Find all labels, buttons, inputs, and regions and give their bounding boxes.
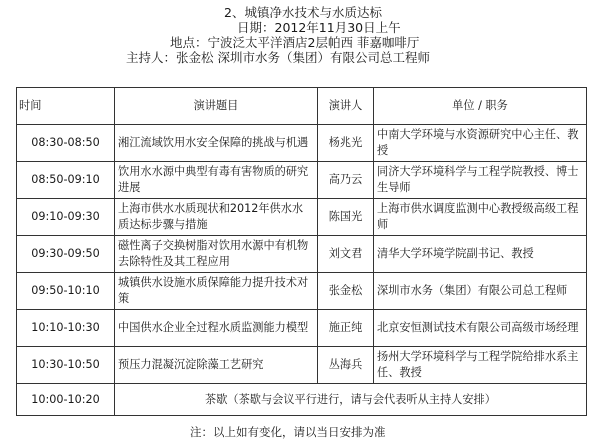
row-speaker: 陈国光 (318, 199, 374, 236)
row-topic: 中国供水企业全过程水质监测能力模型 (115, 310, 318, 347)
column-header-time: 时间 (17, 88, 115, 125)
session-date: 日期：2012年11月30日上午 (237, 20, 401, 35)
table-row (17, 125, 587, 162)
row-affiliation: 上海市供水调度监测中心教授级高级工程师 (374, 199, 587, 236)
row-topic: 磁性离子交换树脂对饮用水源中有机物去除特性及其工程应用 (115, 236, 318, 273)
row-topic: 饮用水水源中典型有毒有害物质的研究进展 (115, 162, 318, 199)
row-speaker: 张金松 (318, 273, 374, 310)
row-time: 09:10-09:30 (17, 199, 115, 236)
row-topic: 湘江流域饮用水安全保障的挑战与机遇 (115, 125, 318, 162)
table-row (17, 199, 587, 236)
row-affiliation: 北京安恒测试技术有限公司高级市场经理 (374, 310, 587, 347)
column-header-speaker: 演讲人 (318, 88, 374, 125)
row-speaker: 刘文君 (318, 236, 374, 273)
row-topic: 预压力混凝沉淀除藻工艺研究 (115, 347, 318, 384)
schedule-table (16, 87, 587, 416)
row-topic: 上海市供水水质现状和2012年供水水质达标步骤与措施 (115, 199, 318, 236)
row-speaker: 杨兆光 (318, 125, 374, 162)
column-header-affiliation: 单位 / 职务 (374, 88, 587, 125)
row-speaker: 高乃云 (318, 162, 374, 199)
row-affiliation: 同济大学环境科学与工程学院教授、博士生导师 (374, 162, 587, 199)
column-header-topic: 演讲题目 (115, 88, 318, 125)
row-affiliation: 深圳市水务（集团）有限公司总工程师 (374, 273, 587, 310)
table-row (17, 162, 587, 199)
table-row (17, 236, 587, 273)
table-header-row (17, 88, 587, 125)
session-host: 主持人：张金松 深圳市水务（集团）有限公司总工程师 (126, 50, 430, 65)
row-topic: 城镇供水设施水质保障能力提升技术对策 (115, 273, 318, 310)
session-venue: 地点：宁波泛太平洋酒店2层帕西 菲嘉咖啡厅 (170, 35, 420, 50)
tea-break-time: 10:00-10:20 (17, 384, 115, 416)
tea-break-row (17, 384, 587, 416)
row-speaker: 施正纯 (318, 310, 374, 347)
table-row (17, 310, 587, 347)
row-time: 08:30-08:50 (17, 125, 115, 162)
tea-break-text: 茶歇（茶歇与会议平行进行，请与会代表听从主持人安排） (115, 384, 587, 416)
row-time: 09:50-10:10 (17, 273, 115, 310)
row-time: 10:30-10:50 (17, 347, 115, 384)
row-time: 09:30-09:50 (17, 236, 115, 273)
table-row (17, 347, 587, 384)
row-speaker: 丛海兵 (318, 347, 374, 384)
footnote: 注：以上如有变化，请以当日安排为准 (190, 425, 386, 439)
row-affiliation: 扬州大学环境科学与工程学院给排水系主任、教授 (374, 347, 587, 384)
table-row (17, 273, 587, 310)
session-title: 2、城镇净水技术与水质达标 (224, 5, 382, 20)
row-affiliation: 中南大学环境与水资源研究中心主任、教授 (374, 125, 587, 162)
row-time: 10:10-10:30 (17, 310, 115, 347)
row-time: 08:50-09:10 (17, 162, 115, 199)
row-affiliation: 清华大学环境学院副书记、教授 (374, 236, 587, 273)
